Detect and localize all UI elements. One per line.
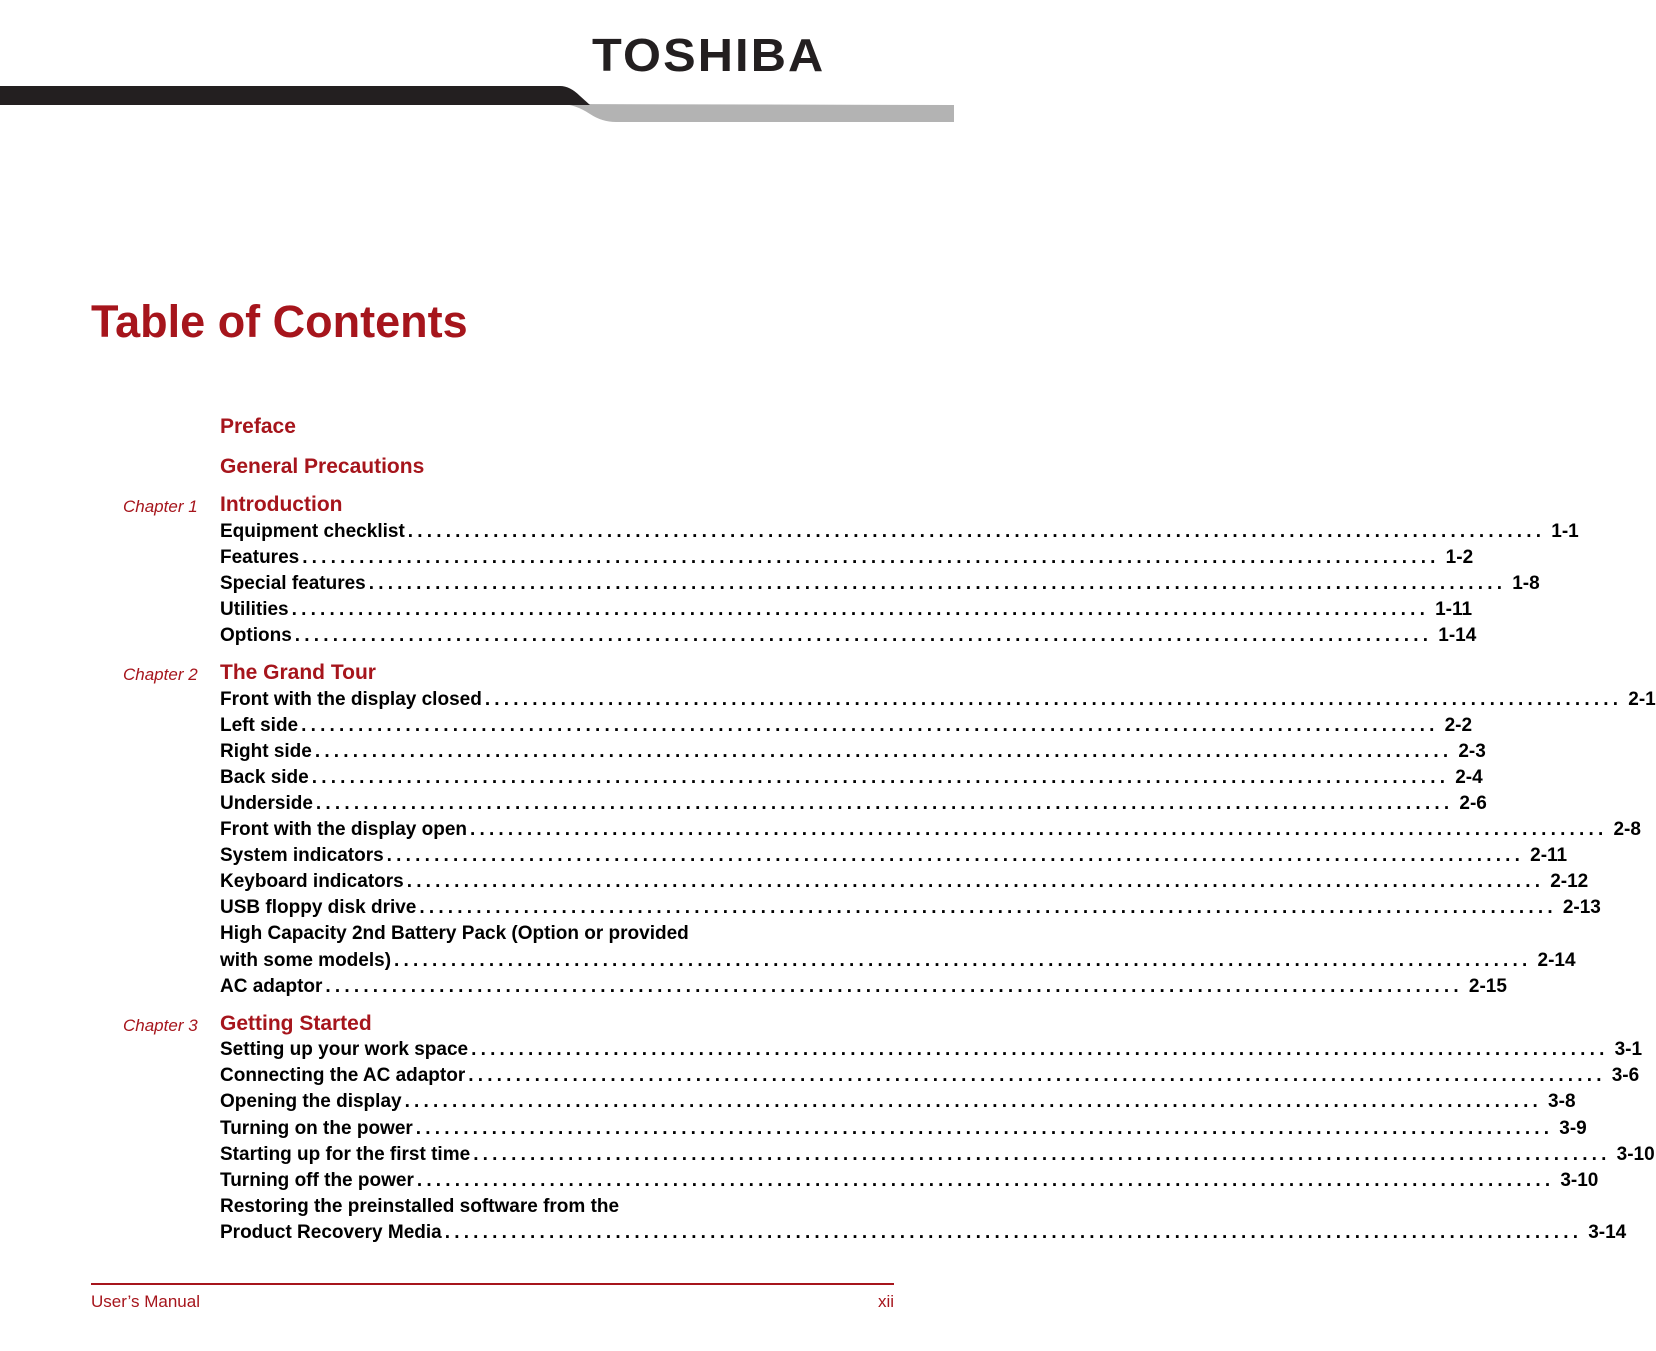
toc-leader-dots: ........................................................................................................................ bbox=[415, 1118, 1554, 1139]
toc-leader-dots: ........................................................................................................................ bbox=[484, 689, 1623, 710]
toc-entry-page: 2-15 bbox=[1468, 976, 1507, 997]
section-title-introduction[interactable]: Introduction bbox=[220, 493, 343, 516]
toc-entry-page: 1-11 bbox=[1435, 599, 1473, 620]
toc-entry[interactable] bbox=[220, 687, 1656, 713]
toc-entry[interactable] bbox=[220, 791, 1487, 817]
toc-entry-text: USB floppy disk drive bbox=[220, 897, 417, 918]
toc-leader-dots: ........................................................................................................................ bbox=[368, 573, 1507, 594]
toc-entry-text: Special features bbox=[220, 573, 366, 594]
toc-entry-text: Right side bbox=[220, 741, 312, 762]
toc-entry[interactable] bbox=[220, 1142, 1655, 1168]
toc-entry[interactable] bbox=[220, 571, 1540, 597]
footer-rule bbox=[91, 1283, 894, 1285]
toc-entry[interactable] bbox=[220, 895, 1601, 921]
toc-entry-text: with some models) bbox=[220, 950, 392, 971]
toc-leader-dots: ........................................................................................................................ bbox=[294, 625, 1433, 646]
toc-entry-page: 2-4 bbox=[1455, 767, 1483, 788]
toc-entry-text: Starting up for the first time bbox=[220, 1144, 471, 1165]
toc-entry-text: Restoring the preinstalled software from the bbox=[220, 1196, 620, 1217]
toc-entry-text: Front with the display open bbox=[220, 819, 467, 840]
chapter-label-2: Chapter 2 bbox=[123, 665, 198, 684]
section-title-getting-started[interactable]: Getting Started bbox=[220, 1012, 372, 1035]
toc-entry-page: 3-8 bbox=[1548, 1091, 1576, 1112]
toc-entry-text: Setting up your work space bbox=[220, 1039, 469, 1060]
section-title-preface[interactable]: Preface bbox=[220, 415, 296, 438]
toc-entry-text: System indicators bbox=[220, 845, 384, 866]
toc-entry-text: Turning off the power bbox=[220, 1170, 414, 1191]
footer-manual-title: User’s Manual bbox=[91, 1292, 200, 1311]
toc-leader-dots: ........................................................................................................................ bbox=[419, 897, 1557, 918]
page-title: Table of Contents bbox=[91, 296, 468, 347]
toc-leader-dots: ........................................................................................................................ bbox=[471, 1039, 1609, 1060]
toc-entry-page: 2-2 bbox=[1444, 715, 1473, 736]
toc-entry-page: 2-3 bbox=[1458, 741, 1486, 762]
toc-entry-text: Turning on the power bbox=[220, 1118, 413, 1139]
toc-leader-dots: ........................................................................................................................ bbox=[291, 599, 1430, 620]
toc-leader-dots: ........................................................................................................................ bbox=[470, 819, 1608, 840]
toc-entry-text: Product Recovery Media bbox=[220, 1222, 442, 1243]
toc-entry-page: 1-8 bbox=[1512, 573, 1540, 594]
toc-entry-text: Equipment checklist bbox=[220, 521, 405, 542]
toc-leader-dots: ........................................................................................................................ bbox=[444, 1222, 1583, 1243]
header-band-light bbox=[560, 104, 954, 122]
toc-entry-continued[interactable] bbox=[220, 921, 894, 947]
toc-entry-page: 3-14 bbox=[1588, 1222, 1627, 1243]
toc-leader-dots: ........................................................................................................................ bbox=[394, 950, 1532, 971]
toc-entry[interactable] bbox=[220, 843, 1568, 869]
toc-leader-dots: ........................................................................................................................ bbox=[386, 845, 1525, 866]
toc-entry-page: 3-9 bbox=[1559, 1118, 1587, 1139]
toc-entry-text: Options bbox=[220, 625, 292, 646]
toc-leader-dots: ........................................................................................................................ bbox=[473, 1144, 1611, 1165]
toc-entry[interactable] bbox=[220, 869, 1589, 895]
toc-leader-dots: ........................................................................................................................ bbox=[468, 1065, 1606, 1086]
toc-entry-text: Utilities bbox=[220, 599, 289, 620]
toc-entry-page: 3-6 bbox=[1611, 1065, 1640, 1086]
toc-entry-page: 2-13 bbox=[1562, 897, 1601, 918]
toc-entry[interactable] bbox=[220, 1220, 1627, 1246]
brand-logo: TOSHIBA bbox=[592, 29, 826, 81]
section-title-grand-tour[interactable]: The Grand Tour bbox=[220, 661, 376, 684]
toc-entry-text: Back side bbox=[220, 767, 309, 788]
toc-entry-text: Left side bbox=[220, 715, 299, 736]
toc-entry[interactable] bbox=[220, 519, 1579, 545]
toc-entry-page: 2-6 bbox=[1459, 793, 1487, 814]
toc-entry-text: Underside bbox=[220, 793, 313, 814]
toc-leader-dots: ........................................................................................................................ bbox=[301, 715, 1439, 736]
toc-entry[interactable] bbox=[220, 1116, 1587, 1142]
toc-leader-dots: ........................................................................................................................ bbox=[315, 793, 1454, 814]
toc-entry-text: AC adaptor bbox=[220, 976, 323, 997]
toc-leader-dots: ........................................................................................................................ bbox=[302, 547, 1440, 568]
footer-page-number: xii bbox=[877, 1292, 894, 1311]
toc-entry[interactable] bbox=[220, 623, 1477, 649]
toc-entry-page: 2-8 bbox=[1613, 819, 1641, 840]
toc-entry-text: Front with the display closed bbox=[220, 689, 482, 710]
chapter-label-3: Chapter 3 bbox=[123, 1016, 198, 1035]
toc-entry[interactable] bbox=[220, 739, 1486, 765]
toc-entry[interactable] bbox=[220, 765, 1483, 791]
toc-entry-page: 2-11 bbox=[1530, 845, 1568, 866]
toc-entry-text: Features bbox=[220, 547, 300, 568]
toc-entry-page: 1-14 bbox=[1438, 625, 1477, 646]
toc-entry[interactable] bbox=[220, 545, 1474, 571]
toc-leader-dots: ........................................................................................................................ bbox=[416, 1170, 1555, 1191]
toc-entry[interactable] bbox=[220, 948, 1576, 974]
toc-leader-dots: ........................................................................................................................ bbox=[404, 1091, 1543, 1112]
toc-entry-page: 3-1 bbox=[1614, 1039, 1643, 1060]
toc-entry[interactable] bbox=[220, 1037, 1643, 1063]
toc-entry[interactable] bbox=[220, 1168, 1599, 1194]
toc-entry-text: Opening the display bbox=[220, 1091, 402, 1112]
toc-leader-dots: ........................................................................................................................ bbox=[311, 767, 1450, 788]
toc-entry[interactable] bbox=[220, 597, 1473, 623]
toc-entry-page: 1-2 bbox=[1445, 547, 1474, 568]
toc-leader-dots: ........................................................................................................................ bbox=[314, 741, 1453, 762]
toc-entry-text: High Capacity 2nd Battery Pack (Option or provided bbox=[220, 923, 689, 944]
chapter-label-1: Chapter 1 bbox=[123, 497, 198, 516]
toc-entry-continued[interactable] bbox=[220, 1194, 894, 1220]
toc-entry[interactable] bbox=[220, 713, 1473, 739]
toc-entry-page: 2-1 bbox=[1628, 689, 1656, 710]
toc-entry-page: 3-10 bbox=[1616, 1144, 1655, 1165]
toc-entry-text: Keyboard indicators bbox=[220, 871, 404, 892]
toc-leader-dots: ........................................................................................................................ bbox=[325, 976, 1463, 997]
toc-entry-page: 2-14 bbox=[1537, 950, 1576, 971]
section-title-general-precautions[interactable]: General Precautions bbox=[220, 455, 425, 478]
toc-entry-text: Connecting the AC adaptor bbox=[220, 1065, 466, 1086]
toc-entry-page: 1-1 bbox=[1551, 521, 1579, 542]
toc-entry-page: 2-12 bbox=[1550, 871, 1589, 892]
toc-entry-page: 3-10 bbox=[1560, 1170, 1599, 1191]
toc-entry[interactable] bbox=[220, 1089, 1576, 1115]
toc-entry[interactable] bbox=[220, 817, 1641, 843]
header-band-dark bbox=[0, 86, 590, 105]
toc-leader-dots: ........................................................................................................................ bbox=[407, 521, 1546, 542]
toc-entry[interactable] bbox=[220, 1063, 1640, 1089]
toc-entry[interactable] bbox=[220, 974, 1507, 1000]
toc-leader-dots: ........................................................................................................................ bbox=[406, 871, 1545, 892]
